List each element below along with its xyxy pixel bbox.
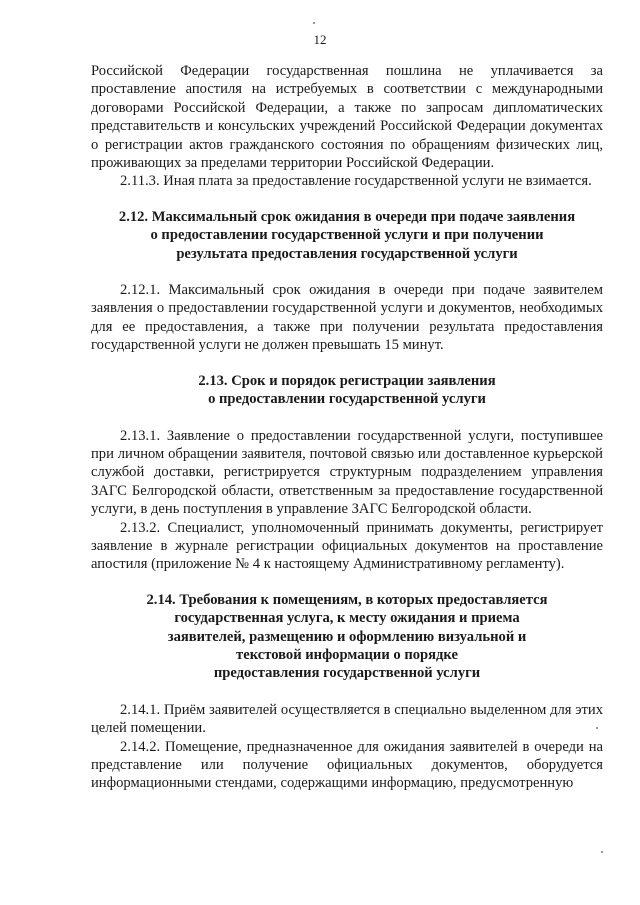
paragraph: 2.13.1. Заявление о предоставлении государственной услуги, поступившее при личном обращении заявителя, почтовой связью или доставленное курьерской службой доставки, регистрируется структурным подразделением управления ЗАГС Белгородской области, ответственным за предоставление государственной услуги, в день поступления в управление ЗАГС Белгородской области. [91,427,603,518]
paragraph: 2.14.2. Помещение, предназначенное для ожидания заявителей в очереди на представление или получение официальных документов, оборудуется информационными стендами, содержащими информацию, предусмотренную [91,738,603,792]
page-number: 12 [313,32,327,47]
paragraph: 2.11.3. Иная плата за предоставление государственной услуги не взимается. [120,173,592,190]
heading-line: 2.12. Максимальный срок ожидания в очереди при подаче заявления [118,208,576,225]
paragraph: 2.14.1. Приём заявителей осуществляется в специально выделенном для этих целей помещении. [91,701,603,737]
heading-line: заявителей, размещению и оформлению визуальной и [167,628,527,645]
heading-line: 2.13. Срок и порядок регистрации заявления [198,372,496,389]
scan-speck [313,22,315,24]
heading-line: результата предоставления государственной услуги [176,245,518,262]
heading-line: государственная услуга, к месту ожидания и приема [174,610,520,627]
scan-speck [601,851,603,853]
heading-line: 2.14. Требования к помещениям, в которых предоставляется [146,591,548,608]
paragraph: Российской Федерации государственная пошлина не уплачивается за проставление апостиля на истребуемых в соответствии с международными договорами Российской Федерации, а также по запросам дипломатических представительств и консульских учреждений Российской Федерации документах о регистрации актов гражданского состояния по обращениям физических лиц, проживающих за пределами территории Российской Федерации. [91,63,603,172]
paragraph: 2.13.2. Специалист, уполномоченный принимать документы, регистрирует заявление в журнале регистрации официальных документов на проставление апостиля (приложение № 4 к настоящему Административному регламенту). [91,519,603,573]
paragraph: 2.12.1. Максимальный срок ожидания в очереди при подаче заявителем заявления о предоставлении государственной услуги и документов, необходимых для ее предоставления, а также при получении результата предоставления государственной услуги не должен превышать 15 минут. [91,282,603,354]
scan-speck [596,727,598,729]
heading-line: о предоставлении государственной услуги и при получении [150,227,544,244]
heading-line: текстовой информации о порядке [236,646,458,663]
section-heading-2-13 [91,372,603,409]
heading-line: предоставления государственной услуги [213,665,481,682]
document-body [91,62,603,793]
section-heading-2-12 [91,208,603,263]
heading-line: о предоставлении государственной услуги [208,391,486,408]
section-heading-2-14 [91,591,603,683]
